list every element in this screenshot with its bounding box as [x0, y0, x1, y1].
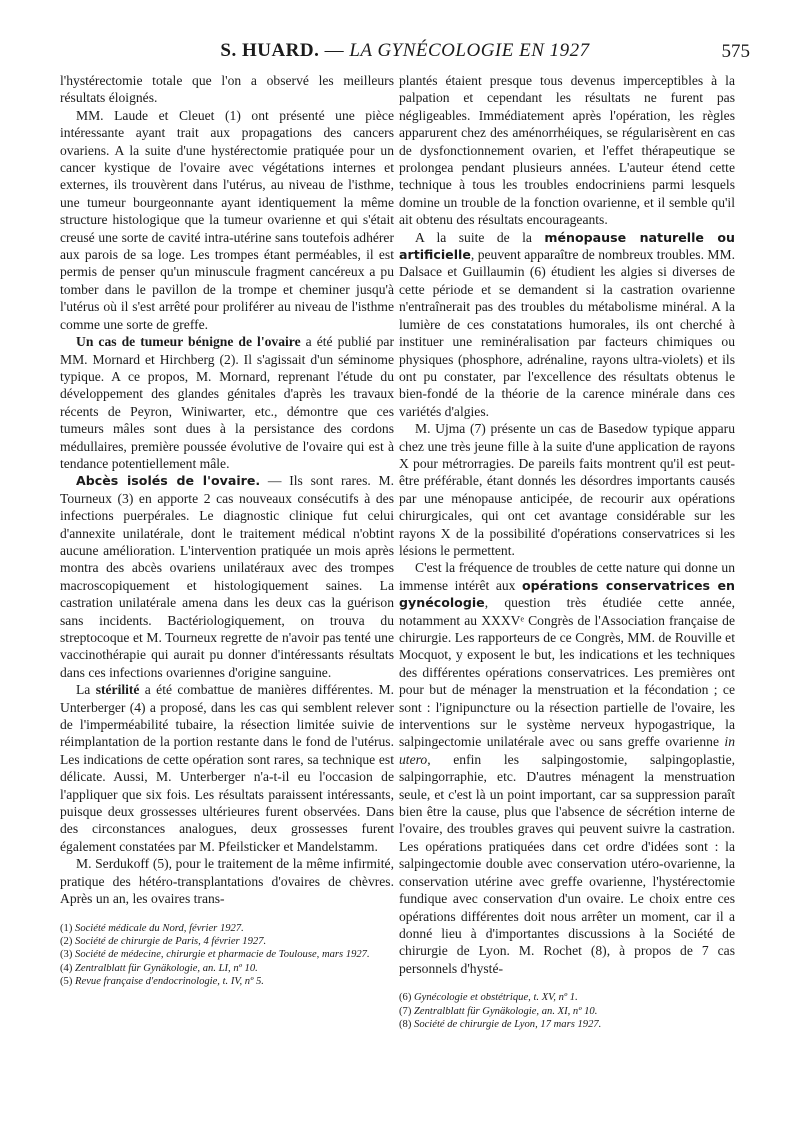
paragraph: [60, 333, 394, 472]
paragraph-text: a été publié par MM. Mornard et Hirchberg (2). Il s'agissait d'un séminome typique. A ce propos, M. Mornard, reprenant l'étude du développement des glandes génitales d'après les travaux récents de Peyron, Winiwarter, etc., démontre que ces tumeurs mâles sont dues à la persistance des cordons médullaires, première poussée évolutive de l'ovaire qui est à tendance potentiellement mâle.: [60, 334, 394, 471]
footnote-number: (1): [60, 922, 76, 934]
paragraph-text: , enfin les salpingostomie, salpingoplastie, salpingorraphie, etc. D'autres ménagent la menstruation seule, et c'est là un point important, car sa suppression paraît bien être la cause, plus que l'absence de sécrétion interne de l'ovaire, des troubles graves qui peuvent suivre la castration. Les opérations pratiquées dans cet ordre d'idées sont : la salpingectomie double avec conservation utéro-ovarienne, la conservation utérine avec greffe ovarienne, l'hystérectomie fundique avec conservation d'un ovaire. Le choix entre ces opérations différentes doit nous arrêter un moment, car il a donné lieu à d'importantes discussions à la Société de chirurgie de Lyon. M. Rochet (8), à propos de 7 cas personnels d'hysté-: [399, 751, 735, 976]
footnote-text: Société médicale du Nord, février 1927.: [75, 922, 244, 934]
bold-heading: ménopause naturelle ou artificielle: [399, 229, 736, 263]
footnote-text: Société de chirurgie de Lyon, 17 mars 1927.: [414, 1018, 602, 1030]
footnote-text: Revue française d'endocrinologie, t. IV, nº 5.: [75, 976, 264, 988]
footnote: [399, 1005, 735, 1018]
paragraph: [399, 229, 735, 420]
footnote: [60, 935, 394, 948]
paragraph: [60, 472, 394, 681]
footnote-number: (2): [60, 935, 76, 947]
footnote: [60, 975, 394, 988]
footnote: [60, 948, 394, 961]
bold-heading: opérations conservatrices en gynécologie: [399, 577, 736, 611]
footnote-text: Zentralblatt für Gynäkologie, an. XI, nº 10.: [414, 1005, 598, 1017]
paragraph: M. Ujma (7) présente un cas de Basedow typique apparu chez une très jeune fille à la suite d'une application de rayons X pour métrorragies. De pareils faits montrent qu'il est peut-être préférable, étant donnés les désordres importants causés par une ménopause anticipée, de recourir aux opérations chirurgicales, qui ont cet avantage considérable sur les rayons X de la possibilité d'opérations conservatrices si les lésions le permettent.: [399, 421, 735, 558]
footnote-number: (5): [60, 976, 76, 988]
footnote-number: (3): [60, 949, 76, 961]
footnote-number: (8): [399, 1018, 415, 1030]
right-column: [399, 72, 735, 1031]
footnotes: [60, 922, 394, 989]
header-title: LA GYNÉCOLOGIE EN 1927: [349, 40, 590, 61]
header-dash: —: [319, 40, 350, 61]
footnote-text: Gynécologie et obstétrique, t. XV, nº 1.: [414, 992, 578, 1004]
footnote-number: (6): [399, 992, 415, 1004]
footnote-text: Société de médecine, chirurgie et pharmacie de Toulouse, mars 1927.: [75, 949, 370, 961]
footnote-text: Zentralblatt für Gynäkologie, an. LI, nº 10.: [75, 962, 258, 974]
paragraph-text: , peuvent apparaître de nombreux troubles. MM. Dalsace et Guillaumin (6) étudient les algies si diverses de cette période et se demandent si la castration ovarienne n'entraînerait pas des troubles du métabolisme minéral. A la lumière de ces constatations humorales, ils ont cherché à instituer une reminéralisation par facteurs chimiques ou physiques (phosphore, adrénaline, rayons ultra-violets) et ils ont pu constater, par l'excellence des résultats obtenus le bien-fondé de la théorie de la carence minérale dans ces variétés d'algies.: [399, 247, 735, 419]
paragraph: l'hystérectomie totale que l'on a observé les meilleurs résultats éloignés.: [60, 73, 394, 106]
footnote: [399, 991, 735, 1004]
paragraph: plantés étaient presque tous devenus imperceptibles à la palpation et cependant les résultats ne furent pas négligeables. Immédiatement après l'opération, les règles apparurent chez des aménorrhéiques, se régularisèrent en cas de dysfonctionnement ovarien, et l'effet thérapeutique se prolongea pendant plusieurs années. L'auteur étend cette technique à tous les troubles endocriniens parmi lesquels domine un trouble de la fonction ovarienne, et il semble qu'il ait obtenu des résultats encourageants.: [399, 73, 735, 228]
paragraph: [60, 681, 394, 855]
paragraph-text: C'est la fréquence de troubles de cette nature qui donne un immense intérêt aux: [399, 560, 735, 593]
footnote-number: (4): [60, 962, 76, 974]
footnotes: [399, 991, 735, 1031]
footnote-number: (7): [399, 1005, 415, 1017]
paragraph-text: — Ils sont rares. M. Tourneux (3) en apporte 2 cas nouveaux consécutifs à des infections puerpérales. Le diagnostic clinique fut celui d'annexite unilatérale, dont le traitement médical n'obtint aucune amélioration. L'intervention pratiquée un mois après montra des abcès ovariens unilatéraux avec des trompes macroscopiquement et histologiquement saines. La castration unilatérale amena dans les deux cas la guérison sans incidents. Bactériologiquement, on trouva du streptocoque et M. Tourneux regrette de n'avoir pas tenté une vaccinothérapie qui aurait pu donner d'intéressants résultats dans ces infections ovariennes d'origine sanguine.: [60, 473, 394, 680]
paragraph-text: a été combattue de manières différentes. M. Unterberger (4) a proposé, dans les cas qui semblent relever de l'imperméabilité tubaire, la résection limitée suivie de réimplantation de la portion restante dans le fond de l'utérus. Les indications de cette opération sont rares, sa technique est délicate. Aussi, M. Unterberger n'a-t-il eu l'occasion de l'appliquer que six fois. Les résultats paraissent intéressants, puisque deux grossesses ultérieures furent observées. Dans des circonstances analogues, deux grossesses furent également constatées par M. Pfeilsticker et Mandelstamm.: [60, 682, 394, 854]
paragraph: M. Serdukoff (5), pour le traitement de la même infirmité, pratique des hétéro-transplantations d'ovaires de chèvres. Après un an, les ovaires trans-: [60, 856, 394, 907]
footnote: [399, 1018, 735, 1031]
paragraph: MM. Laude et Cleuet (1) ont présenté une pièce intéressante ayant trait aux propagations des cancers ovariens. A la suite d'une hystérectomie pratiquée pour un cancer kystique de l'ovaire avec végétations internes et externes, ils trouvèrent dans l'utérus, au niveau de l'isthme, une tumeur bourgeonnante ayant identiquement la même structure histologique que la tumeur ovarienne et qui s'était creusé une sorte de cavité intra-utérine sans toutefois adhérer aux parois de sa loge. Les trompes étant perméables, il est permis de penser qu'un minuscule fragment cancéreux a pu tomber dans le pavillon de la trompe et cheminer jusqu'à l'utérus où il s'est arrêté pour proliférer au niveau de l'isthme comme une sorte de greffe.: [60, 107, 394, 332]
paragraph-text: , question très étudiée cette année, notamment au XXXVᵉ Congrès de l'Association française de chirurgie. Les rapporteurs de ce Congrès, MM. de Rouville et Mocquot, y exposent le but, les indications et les techniques des différentes opérations conservatrices. Les premières ont pour but de ménager la menstruation et la fécondation ; ce sont : l'ignipuncture ou la résection partielle de l'ovaire, les interventions sur le système nerveux hypogastrique, la salpingectomie unilatérale avec ou sans greffe ovarienne: [399, 595, 735, 750]
left-column: [60, 72, 394, 989]
bold-heading: Un cas de tumeur bénigne de l'ovaire: [76, 334, 301, 350]
running-title: [60, 40, 750, 62]
footnote-text: Société de chirurgie de Paris, 4 février 1927.: [75, 935, 267, 947]
paragraph-text: A la suite de la: [415, 229, 545, 245]
footnote: [60, 962, 394, 975]
bold-heading: Abcès isolés de l'ovaire.: [76, 473, 261, 489]
running-header: [60, 40, 750, 68]
page-number: 575: [721, 41, 750, 62]
bold-heading: stérilité: [95, 682, 140, 698]
italic-term: in utero: [399, 734, 735, 767]
paragraph: [399, 559, 735, 977]
header-author: S. HUARD.: [220, 40, 320, 61]
footnote: [60, 922, 394, 935]
paragraph-text: La: [76, 682, 96, 698]
